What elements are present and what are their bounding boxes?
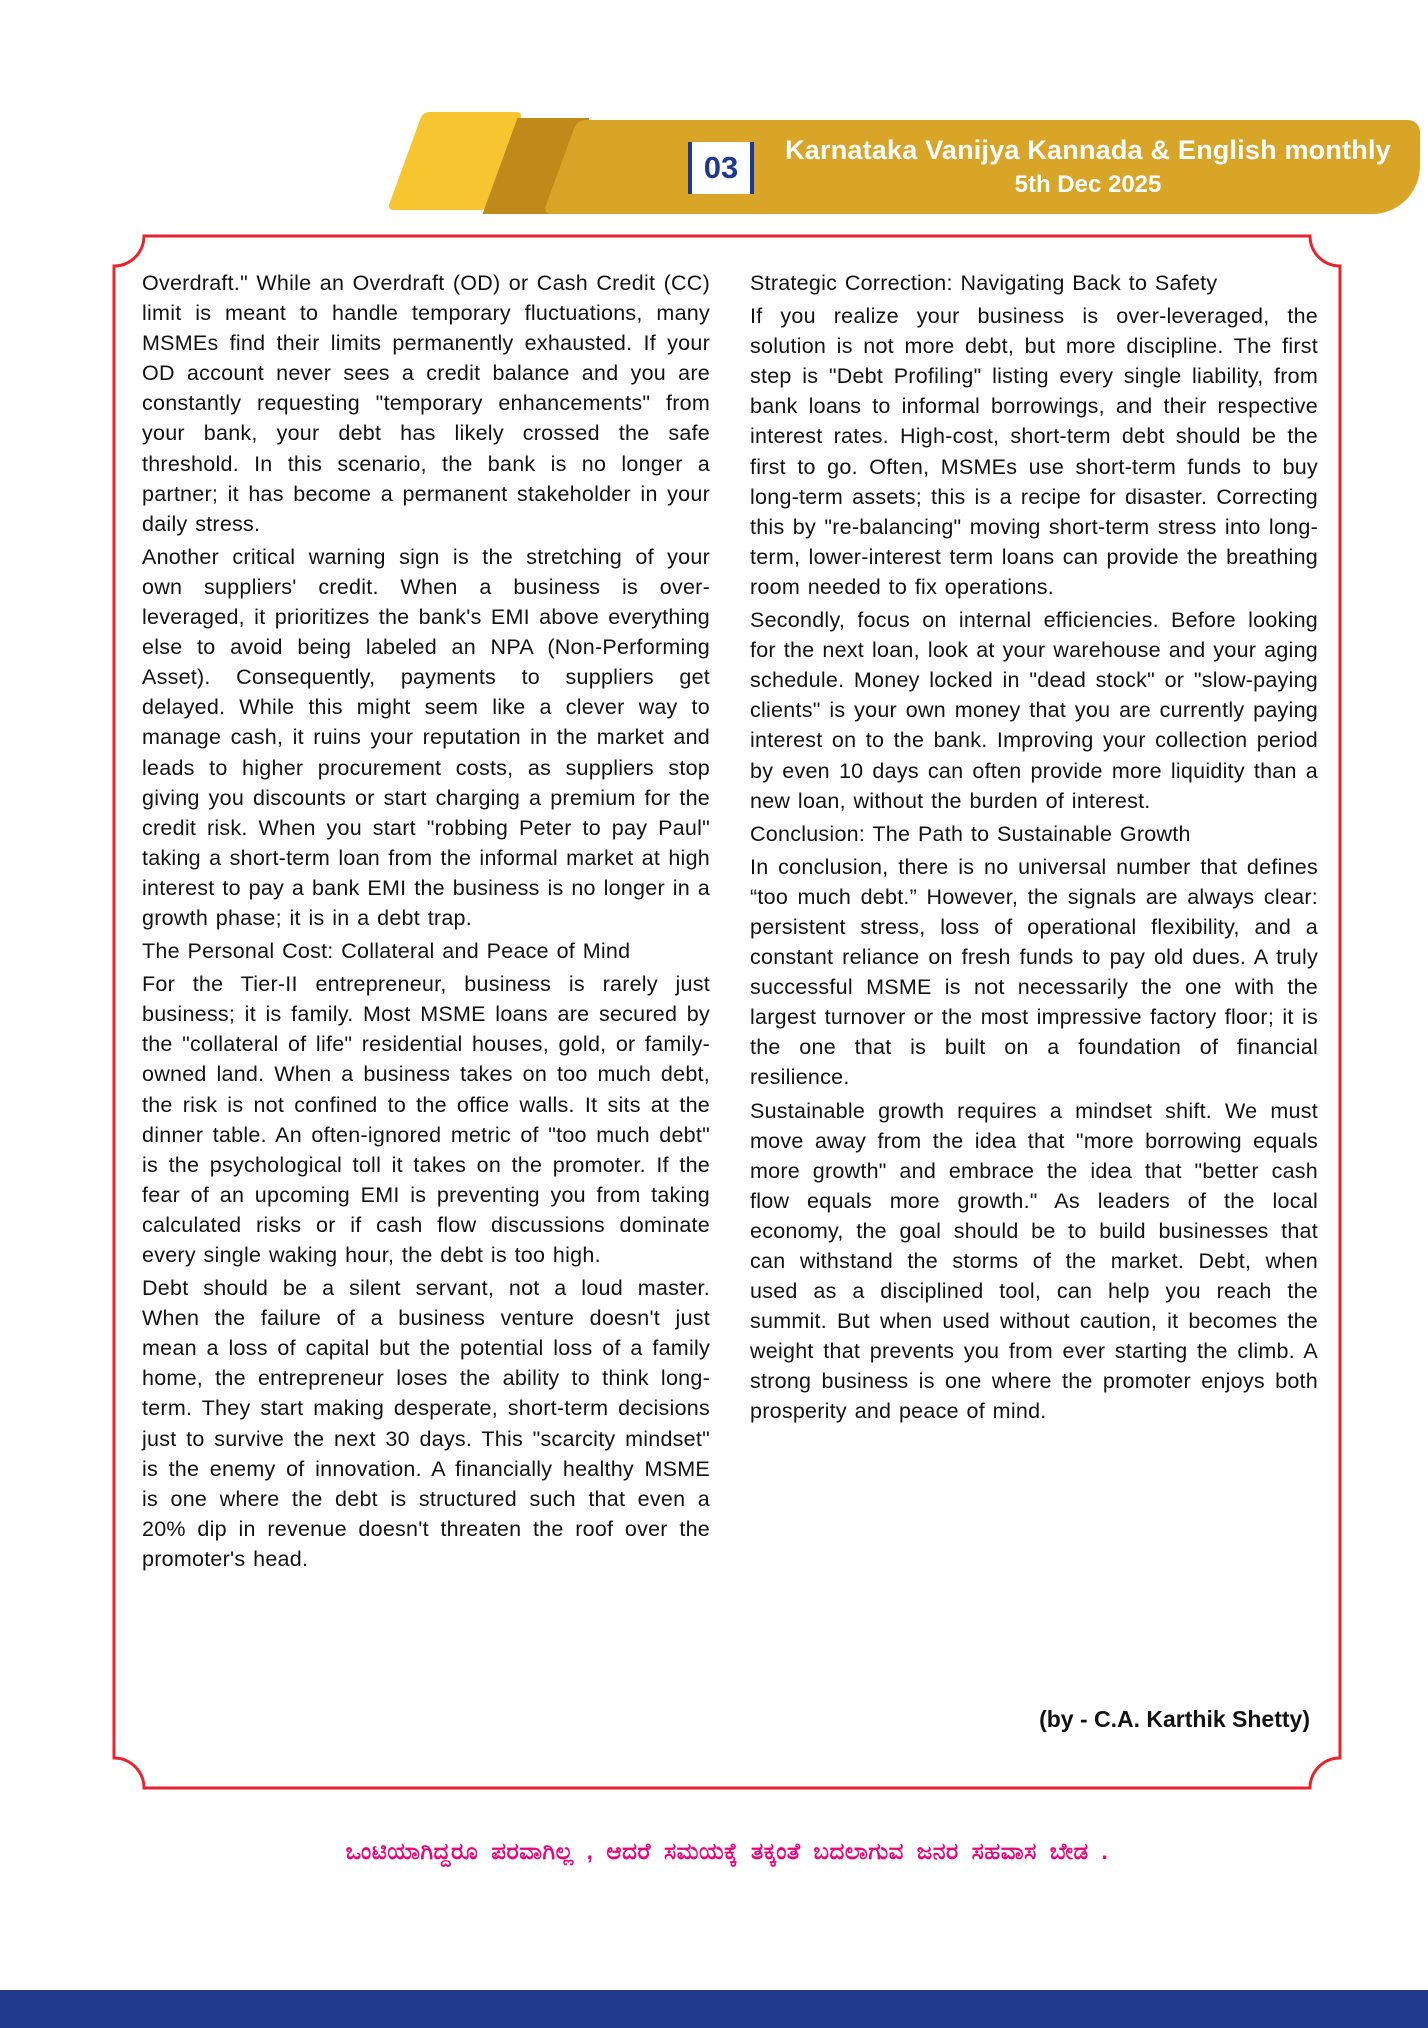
masthead-text	[782, 120, 1394, 214]
section-heading: Conclusion: The Path to Sustainable Growth	[750, 821, 1191, 846]
paragraph: Debt should be a silent servant, not a loud master. When the failure of a business venture doesn't just mean a loss of capital but the potential loss of a family home, the entrepreneur loses the ability to think long-term. They start making desperate, short-term decisions just to survive the next 30 days. This "scarcity mindset" is the enemy of innovation. A financially healthy MSME is one where the debt is structured such that even a 20% dip in revenue doesn't threaten the roof over the promoter's head.	[142, 1276, 710, 1571]
paragraph: In conclusion, there is no universal number that defines “too much debt.” However, the signals are always clear: persistent stress, loss of operational flexibility, and a constant reliance on fresh funds to pay old dues. A truly successful MSME is not necessarily the one with the largest turnover or the most impressive factory floor; it is the one that is built on a foundation of financial resilience.	[750, 854, 1318, 1090]
publication-title: Karnataka Vanijya Kannada & English monthly	[785, 135, 1391, 165]
paragraph: If you realize your business is over-leveraged, the solution is not more debt, but more discipline. The first step is "Debt Profiling" listing every single liability, from bank loans to informal borrowings, and their respective interest rates. High-cost, short-term debt should be the first to go. Often, MSMEs use short-term funds to buy long-term assets; this is a recipe for disaster. Correcting this by "re-balancing" moving short-term stress into long-term, lower-interest term loans can provide the breathing room needed to fix operations.	[750, 304, 1318, 599]
right-column	[750, 268, 1318, 1792]
bottom-bar-decoration	[0, 1990, 1428, 2028]
header-banner	[592, 120, 1420, 214]
page-number: 03	[703, 150, 739, 185]
section-heading: The Personal Cost: Collateral and Peace of Mind	[142, 939, 631, 964]
paragraph: Overdraft." While an Overdraft (OD) or Cash Credit (CC) limit is meant to handle temporary fluctuations, many MSMEs find their limits permanently exhausted. If your OD account never sees a credit balance and you are constantly requesting "temporary enhancements" from your bank, your debt has likely crossed the safe threshold. In this scenario, the bank is no longer a partner; it has become a permanent stakeholder in your daily stress.	[142, 271, 710, 536]
kannada-footer-quote: ಒಂಟಿಯಾಗಿದ್ದರೂ ಪರವಾಗಿಲ್ಲ , ಆದರೆ ಸಮಯಕ್ಕೆ ತಕ್ಕಂತೆ ಬದಲಾಗುವ ಜನರ ಸಹವಾಸ ಬೇಡ .	[345, 1838, 1109, 1864]
left-column	[142, 268, 710, 1792]
paragraph: Secondly, focus on internal efficiencies. Before looking for the next loan, look at your warehouse and your aging schedule. Money locked in "dead stock" or "slow-paying clients" is your own money that you are currently paying interest on to the bank. Improving your collection period by even 10 days can often provide more liquidity than a new loan, without the burden of interest.	[750, 608, 1318, 813]
author-byline: (by - C.A. Karthik Shetty)	[1039, 1706, 1310, 1732]
paragraph: Another critical warning sign is the stretching of your own suppliers' credit. When a business is over-leveraged, it prioritizes the bank's EMI above everything else to avoid being labeled an NPA (Non-Performing Asset). Consequently, payments to suppliers get delayed. While this might seem like a clever way to manage cash, it ruins your reputation in the market and leads to higher procurement costs, as suppliers stop giving you discounts or start charging a premium for the credit risk. When you start "robbing Peter to pay Paul" taking a short-term loan from the informal market at high interest to pay a bank EMI the business is no longer in a growth phase; it is in a debt trap.	[142, 544, 710, 930]
issue-date: 5th Dec 2025	[1014, 171, 1162, 198]
paragraph: For the Tier-II entrepreneur, business is rarely just business; it is family. Most MSME loans are secured by the "collateral of life" residential houses, gold, or family-owned land. When a business takes on too much debt, the risk is not confined to the office walls. It sits at the dinner table. An often-ignored metric of "too much debt" is the psychological toll it takes on the promoter. If the fear of an upcoming EMI is preventing you from taking calculated risks or if cash flow discussions dominate every single waking hour, the debt is too high.	[142, 972, 710, 1267]
section-heading: Strategic Correction: Navigating Back to Safety	[750, 271, 1218, 295]
paragraph: Sustainable growth requires a mindset shift. We must move away from the idea that "more borrowing equals more growth" and embrace the idea that "better cash flow equals more growth." As leaders of the local economy, the goal should be to build businesses that can withstand the storms of the market. Debt, when used as a disciplined tool, can help you reach the summit. But when used without caution, it becomes the weight that prevents you from ever starting the climb. A strong business is one where the promoter enjoys both prosperity and peace of mind.	[750, 1098, 1318, 1424]
page-number-badge	[688, 142, 754, 194]
article-body	[142, 268, 1318, 1792]
